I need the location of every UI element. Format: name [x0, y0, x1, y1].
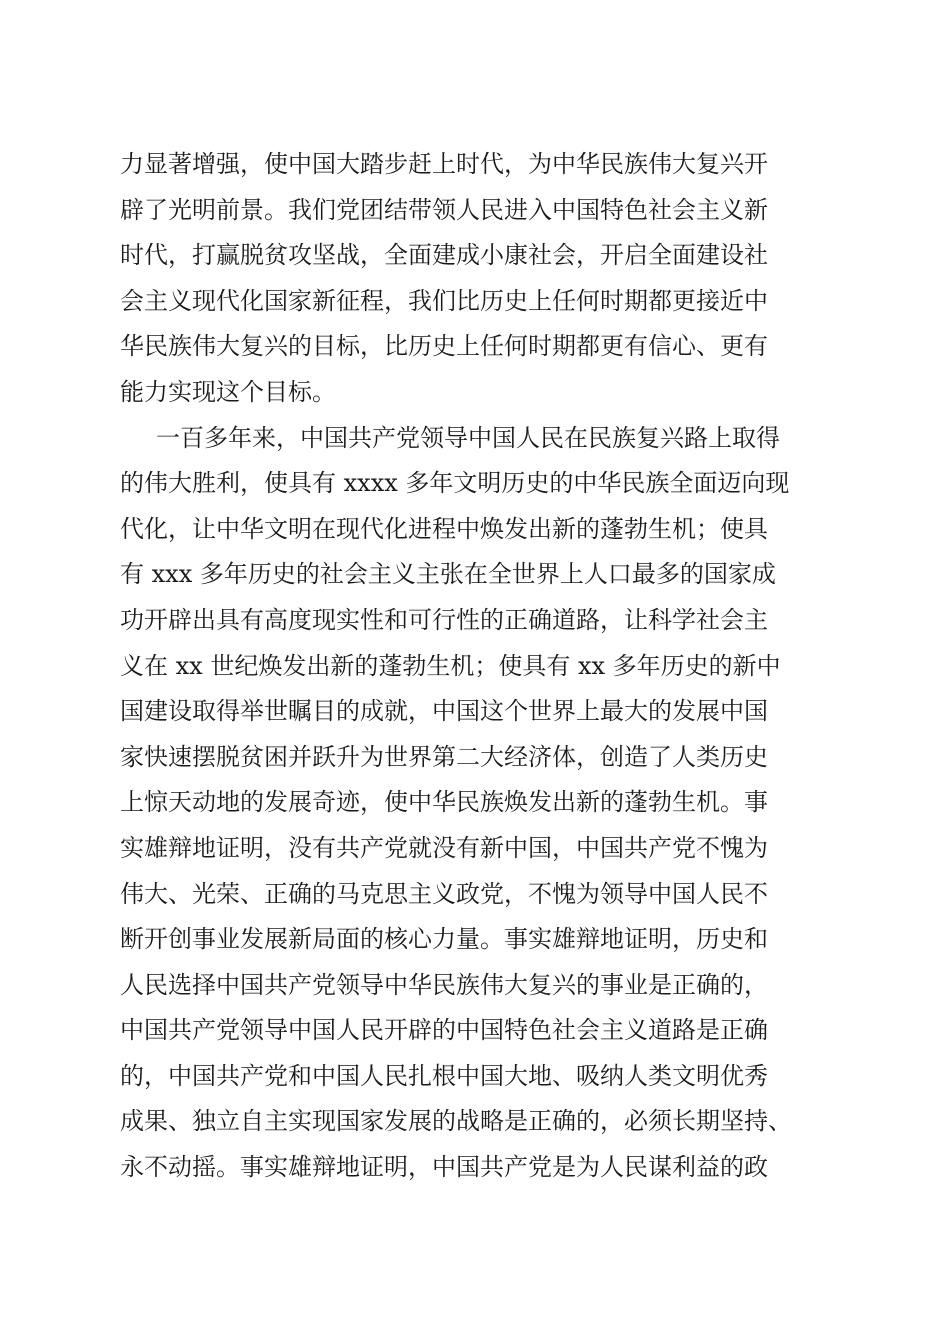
- text-line: 功开辟出具有高度现实性和可行性的正确道路，让科学社会主: [120, 605, 768, 634]
- text-line: 代化，让中华文明在现代化进程中焕发出新的蓬勃生机；使具: [120, 514, 768, 543]
- text-line: 时代，打赢脱贫攻坚战，全面建成小康社会，开启全面建设社: [120, 241, 768, 270]
- text-line: 力显著增强，使中国大踏步赶上时代，为中华民族伟大复兴开: [120, 150, 768, 178]
- text-line: 国建设取得举世瞩目的成就，中国这个世界上最大的发展中国: [120, 697, 768, 726]
- text-line: 会主义现代化国家新征程，我们比历史上任何时期都更接近中: [120, 286, 768, 315]
- text-line: 断开创事业发展新局面的核心力量。事实雄辩地证明，历史和: [120, 925, 768, 954]
- text-line: 实雄辩地证明，没有共产党就没有新中国，中国共产党不愧为: [120, 833, 768, 862]
- text-line: 成果、独立自主实现国家发展的战略是正确的，必须长期坚持、: [120, 1107, 792, 1136]
- text-line: 的伟大胜利，使具有 xxxx 多年文明历史的中华民族全面迈向现: [120, 469, 790, 498]
- text-line: 上惊天动地的发展奇迹，使中华民族焕发出新的蓬勃生机。事: [120, 788, 768, 817]
- text-line: 的，中国共产党和中国人民扎根中国大地、吸纳人类文明优秀: [120, 1061, 768, 1090]
- text-line: 永不动摇。事实雄辩地证明，中国共产党是为人民谋利益的政: [120, 1153, 768, 1182]
- text-line: 人民选择中国共产党领导中华民族伟大复兴的事业是正确的，: [120, 970, 768, 999]
- text-line: 一百多年来，中国共产党领导中国人民在民族复兴路上取得: [156, 423, 780, 452]
- text-line: 能力实现这个目标。: [120, 377, 336, 406]
- paragraph-1: [120, 142, 840, 416]
- text-line: 辟了光明前景。我们党团结带领人民进入中国特色社会主义新: [120, 195, 768, 224]
- text-line: 家快速摆脱贫困并跃升为世界第二大经济体，创造了人类历史: [120, 742, 768, 771]
- text-line: 伟大、光荣、正确的马克思主义政党，不愧为领导中国人民不: [120, 879, 768, 908]
- text-line: 有 xxx 多年历史的社会主义主张在全世界上人口最多的国家成: [120, 560, 776, 589]
- paragraph-2: [120, 416, 840, 1191]
- document-body: [120, 142, 840, 1191]
- text-line: 华民族伟大复兴的目标，比历史上任何时期都更有信心、更有: [120, 332, 768, 361]
- text-line: 中国共产党领导中国人民开辟的中国特色社会主义道路是正确: [120, 1016, 768, 1045]
- text-line: 义在 xx 世纪焕发出新的蓬勃生机；使具有 xx 多年历史的新中: [120, 651, 781, 680]
